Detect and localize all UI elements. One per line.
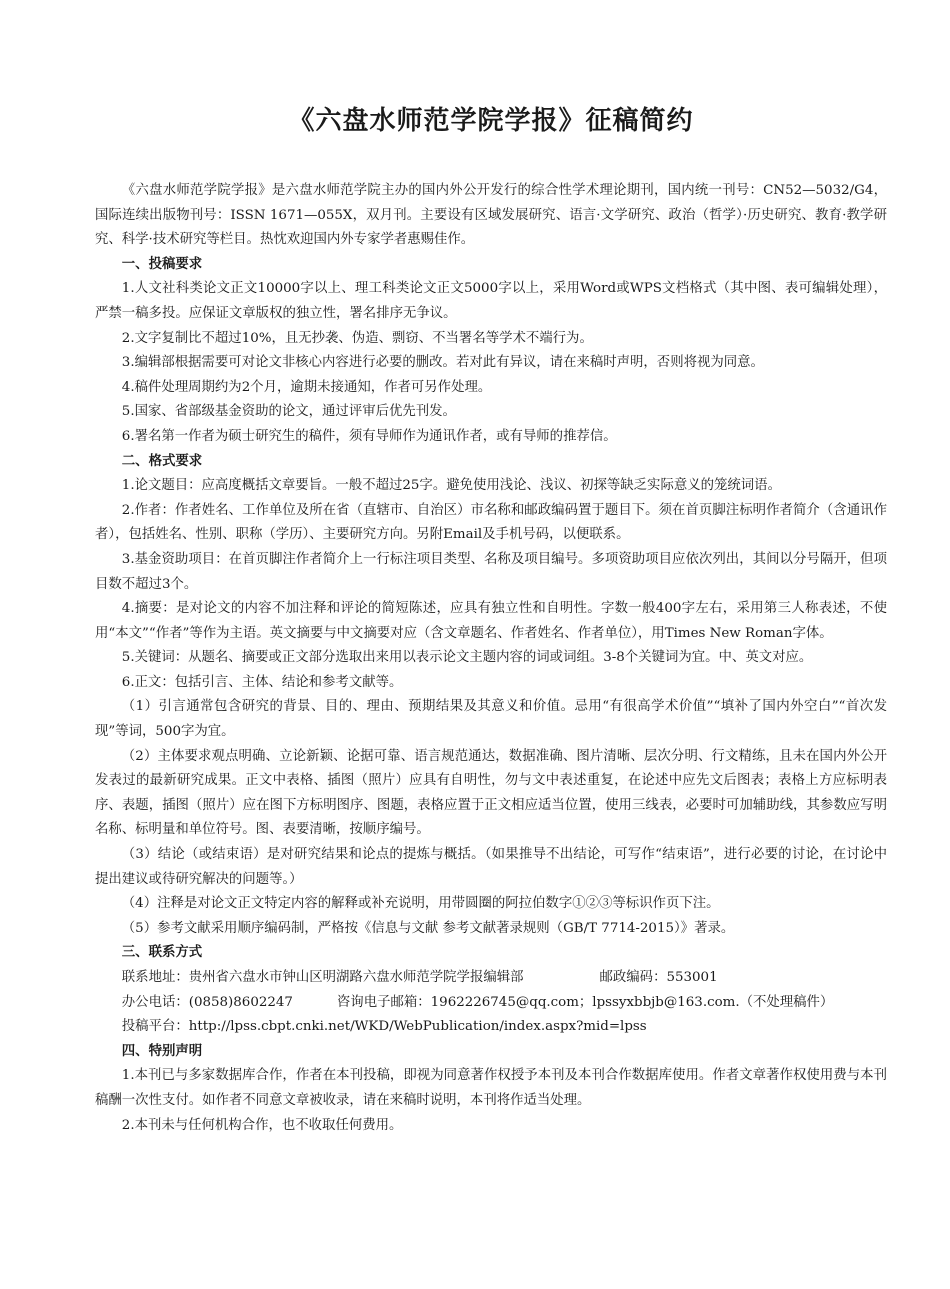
format-subitem-1: （1）引言通常包含研究的背景、目的、理由、预期结果及其意义和价值。忌用“有很高学术价值”“填补了国内外空白”“首次发现”等词，500字为宜。 <box>95 699 887 740</box>
section-heading-submission: 一、投稿要求 <box>121 256 203 272</box>
format-subitem-5: （5）参考文献采用顺序编码制，严格按《信息与文献 参考文献著录规则（GB/T 7714-2015）》著录。 <box>121 920 735 936</box>
submission-item-4: 4.稿件处理周期约为2个月，逾期未接通知，作者可另作处理。 <box>121 379 492 395</box>
format-item-6: 6.正文：包括引言、主体、结论和参考文献等。 <box>121 674 403 690</box>
section-heading-contact: 三、联系方式 <box>121 945 203 961</box>
format-subitem-3: （3）结论（或结束语）是对研究结果和论点的提炼与概括。（如果推导不出结论，可写作“结束语”，进行必要的讨论，在讨论中提出建议或待研究解决的问题等。） <box>95 847 887 887</box>
contact-address-line <box>95 966 887 991</box>
format-item-4: 4.摘要：是对论文的内容不加注释和评论的简短陈述，应具有独立性和自明性。字数一般400字左右，采用第三人称表述，不使用“本文”“作者”等作为主语。英文摘要与中文摘要对应（含文章题名、作者姓名、作者单位），用Times New Roman字体。 <box>95 601 887 641</box>
submission-item-1: 1.人文社科类论文正文10000字以上、理工科类论文正文5000字以上，采用Word或WPS文档格式（其中图、表可编辑处理），严禁一稿多投。应保证文章版权的独立性，署名排序无争议。 <box>95 281 887 321</box>
page-title: 《六盘水师范学院学报》征稿简约 <box>288 106 694 136</box>
submission-item-2: 2.文字复制比不超过10%，且无抄袭、伪造、剽窃、不当署名等学术不端行为。 <box>121 330 593 346</box>
contact-phone-line <box>95 991 887 1016</box>
contact-phone: 办公电话：(0858)8602247 <box>121 994 293 1010</box>
format-item-3: 3.基金资助项目：在首页脚注作者简介上一行标注项目类型、名称及项目编号。多项资助项目应依次列出，其间以分号隔开，但项目数不超过3个。 <box>95 551 887 592</box>
format-item-2: 2.作者：作者姓名、工作单位及所在省（直辖市、自治区）市名称和邮政编码置于题目下。须在首页脚注标明作者简介（含通讯作者），包括姓名、性别、职称（学历）、主要研究方向。另附Email及手机号码，以便联系。 <box>95 502 887 543</box>
format-item-1: 1.论文题目：应高度概括文章要旨。一般不超过25字。避免使用浅论、浅议、初探等缺乏实际意义的笼统词语。 <box>121 478 781 494</box>
submission-item-6: 6.署名第一作者为硕士研究生的稿件，须有导师作为通讯作者，或有导师的推荐信。 <box>121 428 617 444</box>
contact-platform: 投稿平台：http://lpss.cbpt.cnki.net/WKD/WebPublication/index.aspx?mid=lpss <box>121 1019 647 1035</box>
contact-address: 联系地址：贵州省六盘水市钟山区明湖路六盘水师范学院学报编辑部 <box>121 970 524 985</box>
section-heading-format: 二、格式要求 <box>121 453 203 469</box>
intro-paragraph: 《六盘水师范学院学报》是六盘水师范学院主办的国内外公开发行的综合性学术理论期刊，国内统一刊号：CN52—5032/G4，国际连续出版物刊号：ISSN 1671—055X，双月刊。主要设有区域发展研究、语言·文学研究、政治（哲学）·历史研究、教育·教学研究、科学·技术研究等栏目。热忱欢迎国内外专家学者惠赐佳作。 <box>95 183 887 248</box>
format-item-5: 5.关键词：从题名、摘要或正文部分选取出来用以表示论文主题内容的词或词组。3-8个关键词为宜。中、英文对应。 <box>121 650 813 666</box>
format-subitem-4: （4）注释是对论文正文特定内容的解释或补充说明，用带圆圈的阿拉伯数字①②③等标识作页下注。 <box>121 896 720 912</box>
section-heading-statement: 四、特别声明 <box>121 1043 203 1059</box>
statement-item-2: 2.本刊未与任何机构合作，也不收取任何费用。 <box>121 1117 403 1133</box>
statement-item-1: 1.本刊已与多家数据库合作，作者在本刊投稿，即视为同意著作权授予本刊及本刊合作数据库使用。作者文章著作权使用费与本刊稿酬一次性支付。如作者不同意文章被收录，请在来稿时说明，本刊将作适当处理。 <box>95 1068 887 1108</box>
contact-email: 咨询电子邮箱：1962226745@qq.com；lpssyxbbjb@163.com.（不处理稿件） <box>336 994 834 1010</box>
submission-item-5: 5.国家、省部级基金资助的论文，通过评审后优先刊发。 <box>121 404 456 420</box>
submission-item-3: 3.编辑部根据需要可对论文非核心内容进行必要的删改。若对此有异议，请在来稿时声明，否则将视为同意。 <box>121 355 764 371</box>
document-page <box>95 100 887 1138</box>
contact-postcode: 邮政编码：553001 <box>599 970 718 985</box>
format-subitem-2: （2）主体要求观点明确、立论新颖、论据可靠、语言规范通达，数据准确、图片清晰、层次分明、行文精练，且未在国内外公开发表过的最新研究成果。正文中表格、插图（照片）应具有自明性，勿与文中表述重复，在论述中应先文后图表；表格上方应标明表序、表题，插图（照片）应在图下方标明图序、图题，表格应置于正文相应适当位置，使用三线表，必要时可加辅助线，其参数应写明名称、标明量和单位符号。图、表要清晰，按顺序编号。 <box>95 748 887 838</box>
